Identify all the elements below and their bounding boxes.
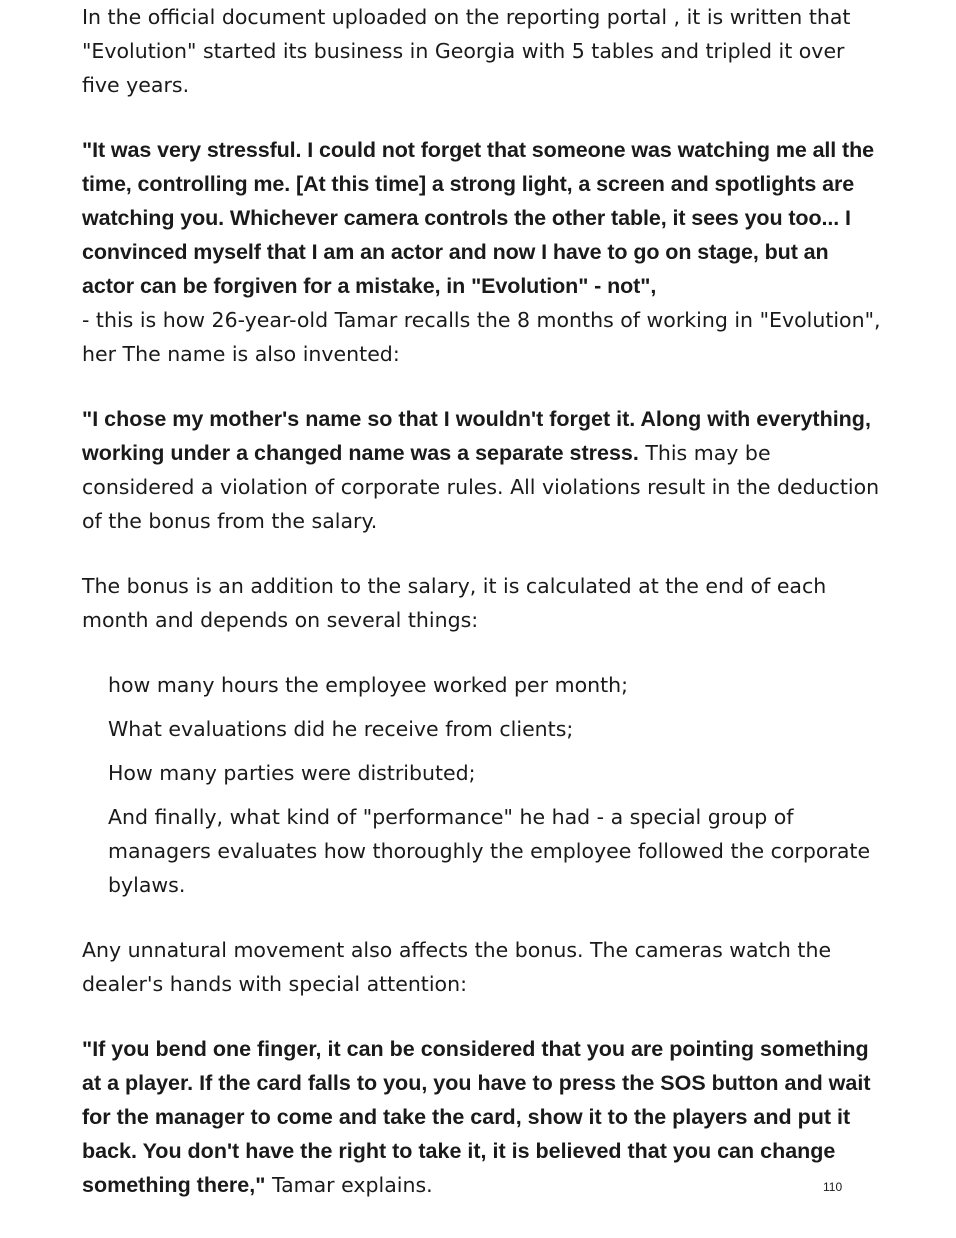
list-item: how many hours the employee worked per month; [108,673,629,697]
paragraph-unnatural-movement: Any unnatural movement also affects the bonus. The cameras watch the dealer's hands with special attention: [82,938,832,996]
document-page [82,0,882,1202]
bonus-factor-list [82,668,882,902]
page-number: 110 [823,1180,843,1194]
paragraph-changed-name [82,402,882,538]
paragraph-finger-rule [82,1032,882,1202]
quote-mothers-name: "I chose my mother's name so that I wouldn't forget it. Along with everything, working under a changed name was a separate stress. [82,407,871,465]
quote-bend-finger: "If you bend one finger, it can be considered that you are pointing something at a player. If the card falls to you, you have to press the SOS button and wait for the manager to come and take the card, show it to the players and put it back. You don't have the right to take it, it is believed that you can change something there," [82,1037,871,1197]
paragraph-official-document: In the official document uploaded on the reporting portal , it is written that "Evolution" started its business in Georgia with 5 tables and tripled it over five years. [82,5,851,97]
paragraph-corporate-rules: This may be considered a violation of corporate rules. All violations result in the deduction of the bonus from the salary. [82,441,880,533]
list-item: And finally, what kind of "performance" he had - a special group of managers evaluates how thoroughly the employee followed the corporate bylaws. [108,805,871,897]
list-item: How many parties were distributed; [108,761,476,785]
paragraph-bonus-definition: The bonus is an addition to the salary, it is calculated at the end of each month and depends on several things: [82,574,827,632]
attribution-tamar-explains: Tamar explains. [265,1173,433,1197]
quote-tamar-stress: "It was very stressful. I could not forget that someone was watching me all the time, controlling me. [At this time] a strong light, a screen and spotlights are watching you. Whichever camera controls the other table, it sees you too... I convinced myself that I am an actor and now I have to go on stage, but an actor can be forgiven for a mistake, in "Evolution" - not", [82,138,874,298]
paragraph-tamar-recalls: - this is how 26-year-old Tamar recalls the 8 months of working in "Evolution", her The name is also invented: [82,308,881,366]
list-item: What evaluations did he receive from clients; [108,717,574,741]
